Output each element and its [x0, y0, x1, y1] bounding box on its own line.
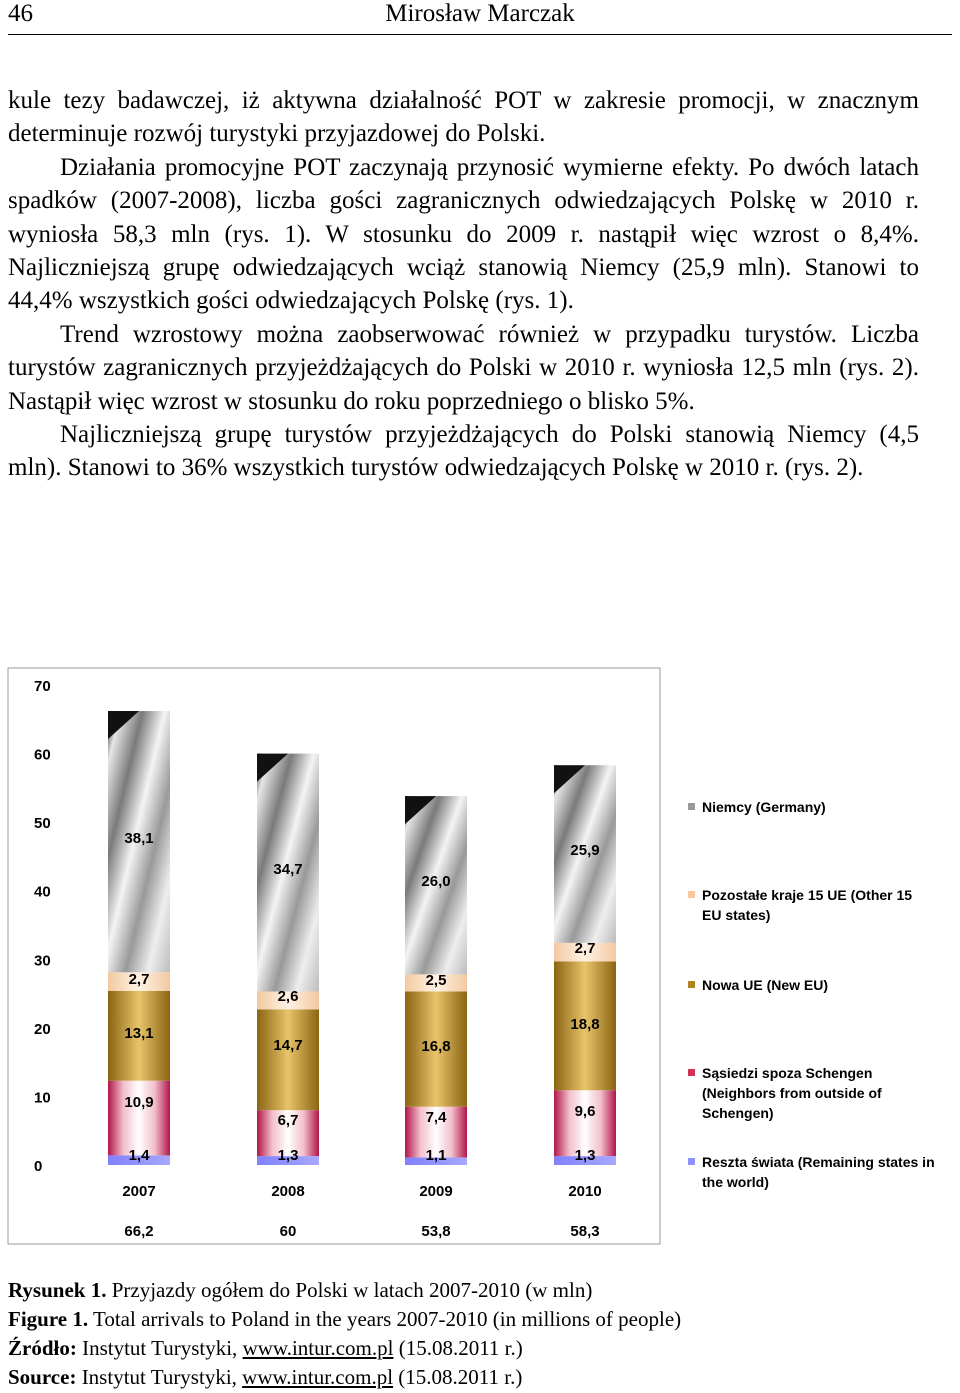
figure-1-chart — [0, 660, 960, 1250]
source-label-pl: Źródło: — [8, 1336, 77, 1360]
data-label: 7,4 — [425, 1109, 447, 1126]
category-label: 2010 — [568, 1183, 602, 1200]
legend-swatch — [688, 803, 695, 810]
legend-label: EU states) — [702, 907, 771, 923]
legend-label: Niemcy (Germany) — [702, 799, 826, 815]
total-label: 60 — [279, 1223, 297, 1240]
source-line-pl — [8, 1334, 681, 1363]
caption-label-en: Figure 1. — [8, 1307, 89, 1331]
data-label: 18,8 — [570, 1016, 600, 1033]
total-label: 53,8 — [421, 1223, 451, 1240]
caption-line-pl — [8, 1276, 681, 1305]
source-date-pl: (15.08.2011 r.) — [398, 1336, 523, 1360]
data-label: 2,5 — [425, 972, 447, 989]
category-label: 2009 — [419, 1183, 453, 1200]
category-label: 2007 — [122, 1183, 156, 1200]
legend-label: Pozostałe kraje 15 UE (Other 15 — [702, 887, 913, 903]
header-rule — [8, 34, 952, 35]
data-label: 14,7 — [273, 1037, 303, 1054]
source-link-en[interactable]: www.intur.com.pl — [242, 1365, 394, 1389]
y-tick-label: 70 — [34, 678, 51, 695]
source-date-en: (15.08.2011 r.) — [398, 1365, 523, 1389]
legend-label: Nowa UE (New EU) — [702, 977, 829, 993]
source-link-pl[interactable]: www.intur.com.pl — [242, 1336, 394, 1360]
legend-label: Schengen) — [702, 1105, 774, 1121]
data-label: 6,7 — [277, 1112, 299, 1129]
data-label: 25,9 — [570, 842, 600, 859]
data-label: 10,9 — [124, 1094, 154, 1111]
paragraph: Trend wzrostowy można zaobserwować również w przypadku turystów. Liczba turystów zagranicznych przyjeżdżających do Polski w 2010 r. wyniosła 12,5 mln (rys. 2). Nastąpił więc wzrost w stosunku do roku poprzedniego o blisko 5%. — [8, 320, 919, 415]
data-label: 9,6 — [574, 1103, 596, 1120]
y-tick-label: 10 — [34, 1089, 51, 1107]
caption-label-pl: Rysunek 1. — [8, 1278, 107, 1302]
data-label: 2,7 — [128, 971, 150, 988]
total-label: 58,3 — [570, 1223, 600, 1240]
legend-label: Reszta świata (Remaining states in — [702, 1154, 935, 1170]
caption-line-en — [8, 1305, 681, 1334]
category-label: 2008 — [271, 1183, 305, 1200]
source-line-en — [8, 1363, 681, 1392]
paragraph: Działania promocyjne POT zaczynają przynosić wymierne efekty. Po dwóch latach spadków (2007-2008), liczba gości zagranicznych odwiedzających Polskę w 2010 r. wyniosła 58,3 mln (rys. 1). W stosunku do 2009 r. nastąpił więc wzrost o 8,4%. Najliczniejszą grupę odwiedzających wciąż stanowią Niemcy (25,9 mln). Stanowi to 44,4% wszystkich gości odwiedzających Polskę (rys. 1). — [8, 153, 919, 315]
paragraph: kule tezy badawczej, iż aktywna działalność POT w zakresie promocji, w znacznym determinuje rozwój turystyki przyjazdowej do Polski. — [8, 87, 919, 148]
bar-segment — [257, 1009, 319, 1110]
y-tick-label: 0 — [34, 1158, 43, 1175]
bar-segment — [108, 1081, 170, 1156]
caption-text-pl: Przyjazdy ogółem do Polski w latach 2007-2010 (w mln) — [111, 1278, 593, 1302]
running-head-author: Mirosław Marczak — [385, 0, 575, 27]
data-label: 26,0 — [421, 873, 451, 890]
legend-label: (Neighbors from outside of — [702, 1085, 882, 1101]
legend-swatch — [688, 981, 695, 988]
data-label: 1,4 — [128, 1147, 150, 1164]
legend-swatch — [688, 891, 695, 898]
legend-swatch — [688, 1158, 695, 1165]
legend-label: the world) — [702, 1174, 769, 1190]
page-header — [0, 0, 960, 34]
total-label: 66,2 — [124, 1223, 154, 1240]
data-label: 1,3 — [277, 1147, 299, 1164]
data-label: 2,6 — [277, 988, 299, 1005]
page-number: 46 — [8, 0, 33, 27]
data-label: 38,1 — [124, 830, 154, 847]
caption-text-en: Total arrivals to Poland in the years 2007-2010 (in millions of people) — [92, 1307, 682, 1331]
source-text-en: Instytut Turystyki, — [81, 1365, 237, 1389]
data-label: 1,1 — [425, 1147, 447, 1164]
y-tick-label: 30 — [34, 952, 51, 970]
stacked-bar-chart — [0, 660, 960, 1250]
legend-swatch — [688, 1069, 695, 1076]
figure-caption — [8, 1276, 681, 1392]
y-tick-label: 60 — [34, 746, 51, 764]
y-tick-label: 20 — [34, 1020, 51, 1038]
data-label: 34,7 — [273, 861, 303, 878]
legend-label: Sąsiedzi spoza Schengen — [702, 1065, 873, 1081]
paragraph: Najliczniejszą grupę turystów przyjeżdżających do Polski stanowią Niemcy (4,5 mln). Stanowi to 36% wszystkich turystów odwiedzających Polskę w 2010 r. (rys. 2). — [8, 421, 919, 482]
source-label-en: Source: — [8, 1365, 77, 1389]
data-label: 1,3 — [574, 1147, 596, 1164]
data-label: 2,7 — [574, 940, 596, 957]
data-label: 13,1 — [124, 1025, 154, 1042]
y-tick-label: 40 — [34, 883, 51, 901]
source-text-pl: Instytut Turystyki, — [82, 1336, 238, 1360]
y-tick-label: 50 — [34, 815, 51, 833]
body-text — [8, 84, 919, 485]
data-label: 16,8 — [421, 1038, 451, 1055]
